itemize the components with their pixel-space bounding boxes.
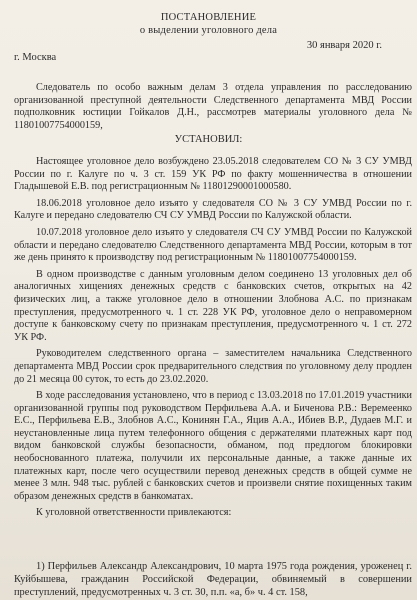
paragraph-1: Настоящее уголовное дело возбуждено 23.05.2018 следователем СО № 3 СУ УМВД России по г. Калуге по ч. 3 ст. 159 УК РФ по факту мошенничества в отношении Гладышевой Е.В. под регистрационным № 11801290001000580. xyxy=(14,156,412,193)
paragraph-5: Руководителем следственного органа – заместителем начальника Следственного департамента МВД России срок предварительного следствия по уголовному делу продлен до 21 месяца 00 суток, то есть до 23.02.2020. xyxy=(14,348,412,385)
paragraph-6: В ходе расследования установлено, что в период с 13.03.2018 по 17.01.2019 участники организованной группы под руководством Перфильева А.А. и Биченова Р.В.: Веремеенко Е.С., Перфильева Е.В., Злобнов А.С., Конинян Г.А., Яцив А.А., Ибиев В.Р., Дудаев М.Г. и неустановленные лица путем телефонного общения с держателями платежных карт под видом банковской службы безопасности, обманом, под предлогом блокировки необоснованного платежа, получили их персональные данные, а также данные их платежных карт, после чего осуществили перевод денежных средств в общей сумме не менее 3 млн. 948 тыс. рублей с банковских счетов и произвели снятие похищенных таким образом денежных средств в банкоматах. xyxy=(14,390,412,502)
paragraph-2: 18.06.2018 уголовное дело изъято у следователя СО № 3 СУ УМВД России по г. Калуге и передано следователю СЧ СУ УМВД России по Калужской области. xyxy=(14,197,412,222)
paragraph-final: 1) Перфильев Александр Александрович, 10 марта 1975 года рождения, уроженец г. Куйбышева, гражданин Российской Федерации, обвиняемый в совершении преступлений, предусмотренных ч. 3 ст. 30, п.п. «а, б» ч. 4 ст. 158, xyxy=(14,561,412,598)
established-body xyxy=(14,156,412,520)
paragraph-7: К уголовной ответственности привлекаются: xyxy=(36,507,232,519)
document-subtitle: о выделении уголовного дела xyxy=(139,25,278,36)
established-heading: УСТАНОВИЛ: xyxy=(174,134,243,145)
final-block xyxy=(14,560,412,599)
paragraph-4: В одном производстве с данным уголовным делом соединено 13 уголовных дел об аналогичных хищениях денежных средств с банковских счетов, открытых на 42 физических лиц, а также уголовное дело в отношении Злобнова А.С. по признакам преступления, предусмотренного ч. 1 ст. 228 УК РФ, уголовное дело о неправомерном доступе к банковскому счету по признакам преступления, предусмотренного ч. 1 ст. 272 УК РФ. xyxy=(14,268,412,343)
paragraph-3: 10.07.2018 уголовное дело изъято у следователя СЧ СУ УМВД России по Калужской области и передано следователю Следственного департамента МВД России, которым в тот же день принято к производству под регистрационным № 11801007754000159. xyxy=(14,226,412,264)
intro-block xyxy=(14,82,412,132)
city-label: г. Москва xyxy=(14,52,57,63)
document-date: 30 января 2020 г. xyxy=(306,40,382,51)
intro-paragraph: Следователь по особо важным делам 3 отдела управления по расследованию организованной преступной деятельности Следственного департамента МВД России подполковник юстиции Гойкалов Д.Н., рассмотрев материалы уголовного дела № 11801007754000159, xyxy=(14,82,412,131)
document-title: ПОСТАНОВЛЕНИЕ xyxy=(160,12,257,23)
